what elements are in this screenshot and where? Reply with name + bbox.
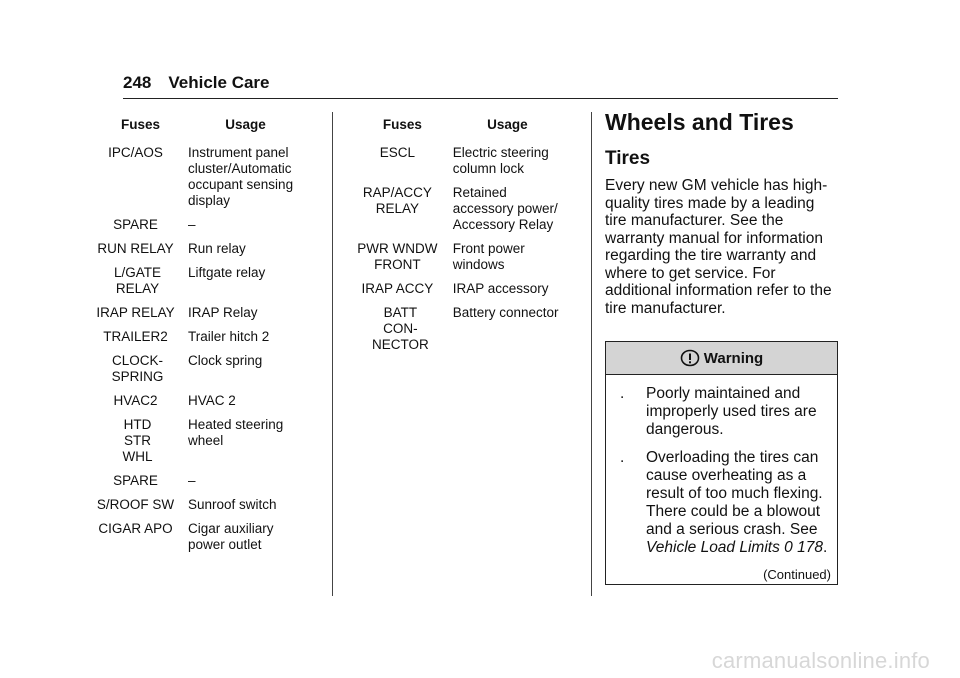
- table-row: [93, 145, 303, 217]
- table-row: [93, 497, 303, 521]
- fuse-name: S/ROOF SW: [96, 497, 175, 512]
- column-divider: [591, 112, 592, 596]
- bullet: .: [620, 385, 625, 402]
- fuse-usage: Battery connector: [452, 305, 559, 320]
- warning-title: Warning: [703, 349, 764, 367]
- section-heading: Wheels and Tires: [605, 109, 794, 135]
- fuses-column-header: Fuses: [382, 117, 422, 132]
- fuse-name: CLOCK- SPRING: [111, 353, 164, 384]
- subsection-heading: Tires: [605, 148, 651, 169]
- fuse-usage: Front power windows: [452, 241, 525, 272]
- table-row: [93, 353, 303, 393]
- usage-column-header: Usage: [225, 117, 266, 132]
- table-header-row: [352, 117, 562, 145]
- table-row: [93, 417, 303, 473]
- table-row: [93, 521, 303, 561]
- table-row: [93, 329, 303, 353]
- warning-list: [606, 375, 837, 557]
- warning-box: [605, 341, 838, 585]
- tires-paragraph: Every new GM vehicle has high-quality tires made by a leading tire manufacturer. See the warranty manual for information regarding the tire warranty and where to get service. For additional information refer to the tire manufacturer.: [605, 177, 832, 317]
- table-row: [352, 145, 562, 185]
- fuse-usage: Instrument panel cluster/Automatic occupant sensing display: [188, 145, 294, 208]
- fuse-usage: –: [188, 473, 196, 488]
- warning-header: [606, 342, 837, 375]
- table-row: [93, 305, 303, 329]
- section-title: Vehicle Care: [168, 73, 270, 92]
- fuse-name: IRAP ACCY: [361, 281, 434, 296]
- table-row: [93, 473, 303, 497]
- warning-icon: [680, 349, 700, 367]
- table-row: [93, 217, 303, 241]
- warning-item-body: Overloading the tires can cause overheating as a result of too much flexing. There could be a blowout and a serious crash. See: [646, 449, 823, 538]
- cross-reference-title: Vehicle Load Limits: [646, 539, 780, 556]
- fuse-name: ESCL: [379, 145, 416, 160]
- fuse-usage: Sunroof switch: [188, 497, 277, 512]
- fuse-usage: Run relay: [188, 241, 246, 256]
- fuse-usage: Clock spring: [188, 353, 263, 368]
- page-reference-number: 178: [797, 539, 823, 556]
- sentence-end: .: [822, 539, 828, 556]
- fuse-name: CIGAR APO: [98, 521, 173, 536]
- fuse-name: HVAC2: [113, 393, 158, 408]
- table-row: [352, 281, 562, 305]
- bullet: .: [620, 449, 625, 466]
- fuse-name: L/GATE RELAY: [113, 265, 161, 296]
- fuse-usage: Electric steering column lock: [452, 145, 549, 176]
- table-row: [352, 241, 562, 281]
- page-reference-icon: 0: [784, 539, 793, 556]
- table-row: [93, 241, 303, 265]
- table-row: [93, 265, 303, 305]
- fuse-usage: IRAP accessory: [452, 281, 549, 296]
- fuse-table-2: [352, 117, 562, 361]
- fuse-name: PWR WNDW FRONT: [357, 241, 438, 272]
- watermark: carmanualsonline.info: [711, 648, 930, 673]
- fuse-usage: Cigar auxiliary power outlet: [188, 521, 274, 552]
- fuse-name: RAP/ACCY RELAY: [362, 185, 432, 216]
- column-divider: [332, 112, 333, 596]
- page-number: 248: [123, 73, 152, 92]
- list-item: [616, 449, 829, 557]
- fuse-name: BATT CON- NECTOR: [372, 305, 429, 352]
- fuses-column-header: Fuses: [120, 117, 161, 132]
- fuse-usage: HVAC 2: [188, 393, 236, 408]
- fuse-usage: IRAP Relay: [188, 305, 258, 320]
- fuse-name: TRAILER2: [103, 329, 168, 344]
- continued-label: (Continued): [763, 567, 831, 582]
- fuse-name: IPC/AOS: [108, 145, 163, 160]
- page-header: [123, 73, 270, 93]
- fuse-name: IRAP RELAY: [96, 305, 175, 320]
- fuse-usage: Heated steering wheel: [188, 417, 284, 448]
- fuse-usage: Liftgate relay: [188, 265, 266, 280]
- table-header-row: [93, 117, 303, 145]
- fuse-usage: Trailer hitch 2: [188, 329, 270, 344]
- table-row: [93, 393, 303, 417]
- usage-column-header: Usage: [487, 117, 528, 132]
- warning-item-text: [646, 449, 829, 557]
- header-rule: [123, 98, 838, 99]
- fuse-name: SPARE: [113, 473, 158, 488]
- fuse-table-1: [93, 117, 303, 561]
- fuse-usage: –: [188, 217, 196, 232]
- fuse-name: RUN RELAY: [97, 241, 174, 256]
- fuse-name: HTD STR WHL: [122, 417, 153, 464]
- fuse-usage: Retained accessory power/ Accessory Relay: [452, 185, 558, 232]
- warning-item-text: Poorly maintained and improperly used tires are dangerous.: [646, 385, 817, 438]
- table-row: [352, 305, 562, 361]
- list-item: [616, 385, 829, 439]
- table-row: [352, 185, 562, 241]
- fuse-name: SPARE: [113, 217, 158, 232]
